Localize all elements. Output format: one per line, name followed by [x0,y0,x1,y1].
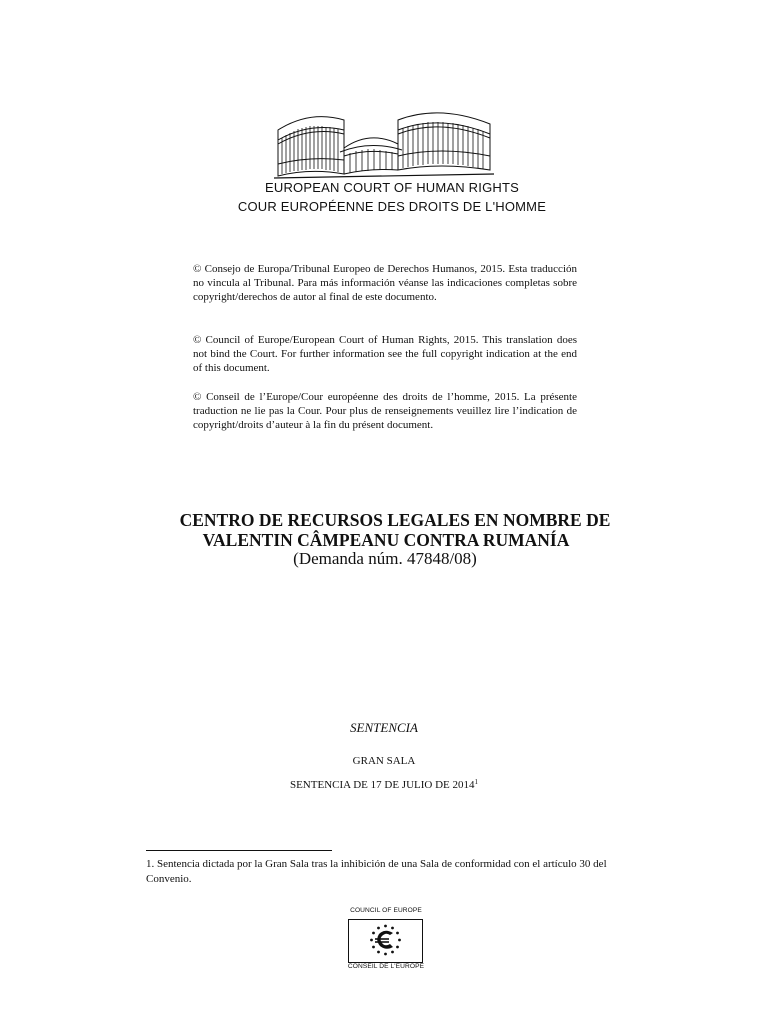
council-of-europe-label: COUNCIL OF EUROPE [350,907,422,914]
council-of-europe-emblem-icon [348,919,423,963]
case-title [150,510,640,550]
court-name-french: COUR EUROPÉENNE DES DROITS DE L'HOMME [237,199,547,214]
judgment-date-text: SENTENCIA DE 17 DE JULIO DE 2014 [289,779,475,791]
judgment-date [0,778,768,791]
case-title-line-1: CENTRO DE RECURSOS LEGALES EN NOMBRE DE [179,510,611,530]
conseil-de-leurope-label: CONSEIL DE L'EUROPE [347,963,425,970]
copyright-notice-spanish: © Consejo de Europa/Tribunal Europeo de Derechos Humanos, 2015. Esta traducción no vincula al Tribunal. Para más información véanse las indicaciones completas sobre copyright/derechos de autor al final de este documento. [193,263,577,304]
court-building-icon [270,104,498,182]
footnote-reference: 1 [474,778,479,786]
copyright-notice-english: © Council of Europe/European Court of Human Rights, 2015. This translation does not bind the Court. For further information see the full copyright indication at the end of this document. [193,334,577,375]
application-number: (Demanda núm. 47848/08) [293,549,477,568]
copyright-notice-french: © Conseil de l’Europe/Cour européenne des droits de l’homme, 2015. La présente traduction ne lie pas la Cour. Pour plus de renseignements veuillez lire l’indication de copyright/droits d’auteur à la fin du présent document. [193,391,577,432]
chamber-name: GRAN SALA [352,755,416,767]
document-type: SENTENCIA [350,720,418,735]
court-name-english: EUROPEAN COURT OF HUMAN RIGHTS [265,180,519,195]
case-title-line-2: VALENTIN CÂMPEANU CONTRA RUMANÍA [202,530,570,550]
footnote-text: 1. Sentencia dictada por la Gran Sala tras la inhibición de una Sala de conformidad con el artículo 30 del Convenio. [146,858,607,885]
footnote-separator [146,850,332,851]
